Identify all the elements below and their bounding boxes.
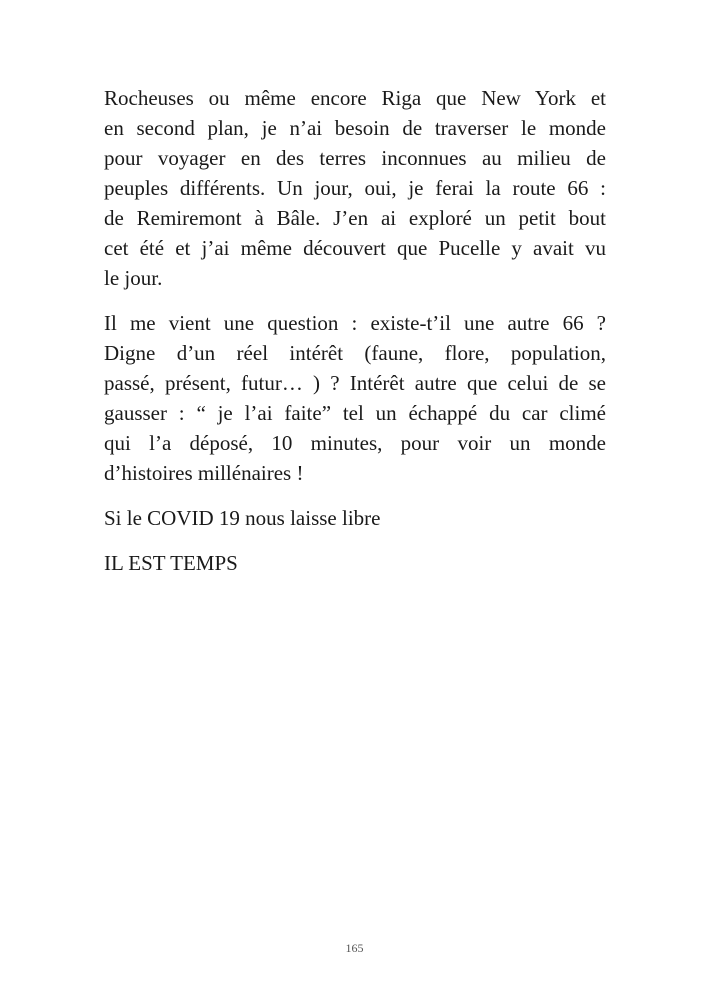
text-line: pour voyager en des terres inconnues au milieu de xyxy=(104,146,606,170)
text-line: Il me vient une question : existe-t’il une autre 66 ? xyxy=(104,311,606,335)
text-line: gausser : “ je l’ai faite” tel un échappé du car climé xyxy=(104,401,606,425)
text-line: IL EST TEMPS xyxy=(104,551,238,575)
paragraph-1 xyxy=(104,83,606,293)
text-line: en second plan, je n’ai besoin de traverser le monde xyxy=(104,116,606,140)
text-line: le jour. xyxy=(104,266,163,290)
page-number: 165 xyxy=(345,941,364,955)
paragraph-3 xyxy=(104,503,606,533)
paragraph-4 xyxy=(104,548,606,578)
text-line: Rocheuses ou même encore Riga que New York et xyxy=(104,86,606,110)
text-line: passé, présent, futur… ) ? Intérêt autre que celui de se xyxy=(104,371,606,395)
body-text xyxy=(104,83,606,593)
paragraph-2 xyxy=(104,308,606,488)
text-line: qui l’a déposé, 10 minutes, pour voir un monde xyxy=(104,431,606,455)
text-line: de Remiremont à Bâle. J’en ai exploré un petit bout xyxy=(104,206,606,230)
text-line: d’histoires millénaires ! xyxy=(104,461,304,485)
text-line: Si le COVID 19 nous laisse libre xyxy=(104,506,381,530)
text-line: peuples différents. Un jour, oui, je ferai la route 66 : xyxy=(104,176,606,200)
text-line: Digne d’un réel intérêt (faune, flore, population, xyxy=(104,341,606,365)
text-line: cet été et j’ai même découvert que Pucelle y avait vu xyxy=(104,236,606,260)
